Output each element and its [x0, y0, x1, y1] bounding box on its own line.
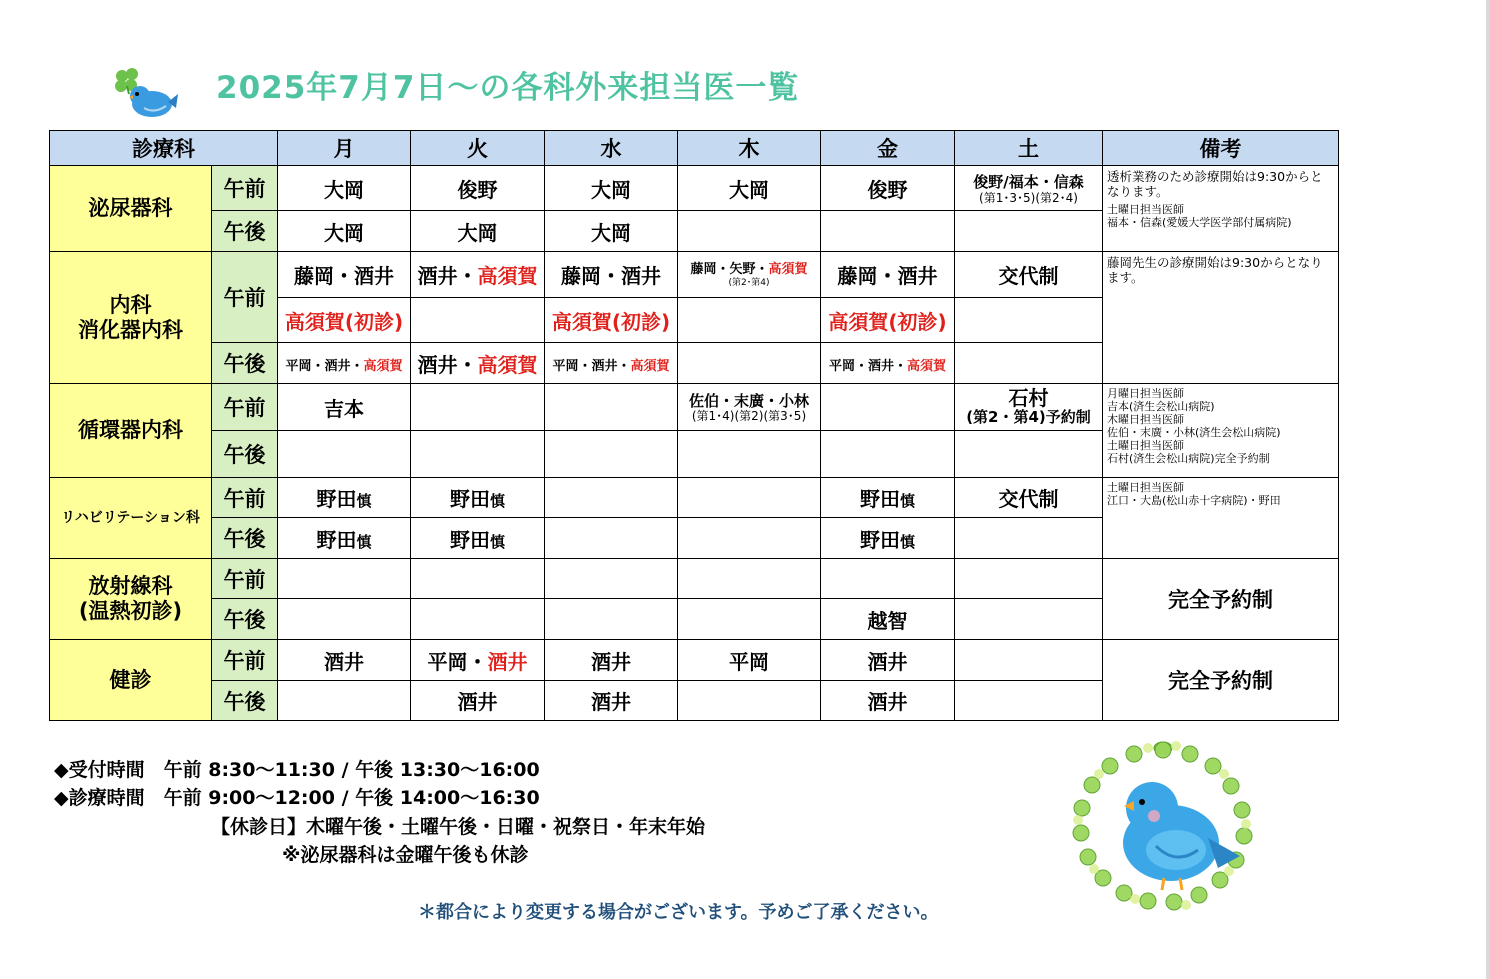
internal-am2-sat	[955, 298, 1103, 343]
internal-am-tue-a: 酒井・	[417, 264, 478, 288]
rehab-am-wed	[545, 478, 678, 518]
cardio-am-label: 午前	[212, 384, 278, 431]
header-wed: 水	[545, 131, 678, 166]
urology-pm-tue: 大岡	[411, 211, 545, 252]
urology-pm-mon: 大岡	[278, 211, 411, 252]
radiology-pm-mon	[278, 599, 411, 640]
checkup-am-label: 午前	[212, 640, 278, 681]
cardio-note-4: 土曜日担当医師	[1107, 439, 1184, 452]
rehab-pm-wed	[545, 518, 678, 559]
internal-am-thu-a: 藤岡・矢野・	[690, 262, 769, 277]
checkup-note: 完全予約制	[1103, 640, 1339, 721]
dept-radiology-name1: 放射線科	[88, 574, 173, 598]
internal-pm-fri-b: 高須賀	[907, 359, 947, 374]
dept-internal-name1: 内科	[109, 292, 152, 317]
rehab-pm-tue	[411, 518, 545, 559]
dept-internal-name2: 消化器内科	[78, 317, 183, 342]
urology-am-label: 午前	[212, 166, 278, 211]
rehab-am-mon-b: 慎	[356, 492, 372, 510]
dept-rehab: リハビリテーション科	[50, 478, 212, 559]
urology-note-sat-docs: 福本・信森(愛媛大学医学部付属病院)	[1107, 216, 1292, 229]
checkup-pm-mon	[278, 681, 411, 721]
rehab-pm-fri-a: 野田	[859, 527, 900, 552]
dept-radiology	[50, 559, 212, 640]
cardio-am-sat-doc: 石村	[1008, 386, 1049, 410]
cardio-am-thu-weeks: (第1･4)(第2)(第3･5)	[691, 408, 807, 423]
internal-am-mon: 藤岡・酒井	[278, 252, 411, 298]
urology-note-sat-label: 土曜日担当医師	[1107, 203, 1184, 216]
checkup-pm-label: 午後	[212, 681, 278, 721]
internal-note-text: 藤岡先生の診療開始は9:30からとなります。	[1107, 255, 1323, 285]
header-dept: 診療科	[50, 131, 278, 166]
header-fri: 金	[821, 131, 955, 166]
internal-pm-tue-a: 酒井・	[417, 352, 478, 377]
radiology-am-sat	[955, 559, 1103, 599]
checkup-pm-thu	[678, 681, 821, 721]
radiology-am-tue	[411, 559, 545, 599]
checkup-am-tue	[411, 640, 545, 681]
rehab-am-sat: 交代制	[955, 478, 1103, 518]
cardio-pm-fri	[821, 431, 955, 478]
internal-am2-thu	[678, 298, 821, 343]
checkup-pm-sat	[955, 681, 1103, 721]
rehab-pm-thu	[678, 518, 821, 559]
cardio-note	[1103, 384, 1339, 478]
dept-urology: 泌尿器科	[50, 166, 212, 252]
rehab-pm-tue-b: 慎	[489, 532, 505, 551]
checkup-pm-wed: 酒井	[545, 681, 678, 721]
rehab-pm-sat	[955, 518, 1103, 559]
internal-pm-label: 午後	[212, 343, 278, 384]
rehab-pm-fri	[821, 518, 955, 559]
cardio-note-1: 吉本(済生会松山病院)	[1107, 400, 1215, 413]
cardio-note-3: 佐伯・末廣・小林(済生会松山病院)	[1107, 426, 1281, 439]
internal-pm-mon-a: 平岡・酒井・	[285, 359, 364, 374]
scrollbar[interactable]	[1486, 0, 1490, 979]
radiology-am-thu	[678, 559, 821, 599]
internal-am-label: 午前	[212, 252, 278, 343]
cardio-am-thu-docs: 佐伯・末廣・小林	[688, 391, 809, 410]
internal-pm-tue	[411, 343, 545, 384]
urology-note	[1103, 166, 1339, 252]
internal-pm-wed-a: 平岡・酒井・	[552, 359, 631, 374]
rehab-am-tue-a: 野田	[449, 487, 490, 511]
checkup-am-wed: 酒井	[545, 640, 678, 681]
rehab-am-mon-a: 野田	[316, 487, 357, 511]
header-tue: 火	[411, 131, 545, 166]
internal-pm-mon-b: 高須賀	[363, 359, 403, 374]
cardio-am-sat-weeks: (第2・第4)予約制	[966, 408, 1091, 426]
header-mon: 月	[278, 131, 411, 166]
internal-am-wed: 藤岡・酒井	[545, 252, 678, 298]
cardio-am-fri	[821, 384, 955, 431]
internal-pm-thu	[678, 343, 821, 384]
checkup-am-sat	[955, 640, 1103, 681]
internal-am-tue	[411, 252, 545, 298]
urology-am-sat-docs: 俊野/福本・信森	[973, 172, 1084, 191]
rehab-pm-mon-b: 慎	[356, 532, 372, 551]
rehab-pm-fri-b: 慎	[899, 532, 915, 551]
rehab-pm-tue-a: 野田	[449, 527, 490, 552]
cardio-note-2: 木曜日担当医師	[1107, 413, 1184, 426]
rehab-note	[1103, 478, 1339, 559]
urology-am-mon: 大岡	[278, 166, 411, 211]
checkup-am-mon: 酒井	[278, 640, 411, 681]
internal-am-fri: 藤岡・酒井	[821, 252, 955, 298]
internal-am-thu	[678, 252, 821, 298]
internal-pm-fri-a: 平岡・酒井・	[828, 359, 907, 374]
checkup-am-fri: 酒井	[821, 640, 955, 681]
dept-cardio: 循環器内科	[50, 384, 212, 478]
cardio-note-5: 石村(済生会松山病院)完全予約制	[1107, 452, 1270, 465]
internal-note	[1103, 252, 1339, 384]
clover-bird-icon	[110, 64, 180, 122]
urology-am-tue: 俊野	[411, 166, 545, 211]
internal-am2-fri: 高須賀(初診)	[821, 298, 955, 343]
urology-pm-thu	[678, 211, 821, 252]
cardio-pm-thu	[678, 431, 821, 478]
rehab-am-tue	[411, 478, 545, 518]
rehab-pm-mon-a: 野田	[316, 527, 357, 552]
header-remarks: 備考	[1103, 131, 1339, 166]
internal-pm-fri	[821, 343, 955, 384]
internal-am2-wed: 高須賀(初診)	[545, 298, 678, 343]
cardio-am-thu	[678, 384, 821, 431]
rehab-am-fri	[821, 478, 955, 518]
rehab-am-mon	[278, 478, 411, 518]
reception-hours: ◆受付時間 午前 8:30～11:30 / 午後 13:30～16:00	[54, 759, 540, 781]
radiology-am-wed	[545, 559, 678, 599]
cardio-pm-tue	[411, 431, 545, 478]
rehab-note-1: 江口・大島(松山赤十字病院)・野田	[1107, 494, 1281, 507]
cardio-pm-label: 午後	[212, 431, 278, 478]
radiology-am-label: 午前	[212, 559, 278, 599]
radiology-pm-sat	[955, 599, 1103, 640]
rehab-am-tue-b: 慎	[489, 492, 505, 510]
internal-pm-sat	[955, 343, 1103, 384]
urology-pm-wed: 大岡	[545, 211, 678, 252]
header-sat: 土	[955, 131, 1103, 166]
urology-am-fri: 俊野	[821, 166, 955, 211]
internal-am2-tue	[411, 298, 545, 343]
rehab-pm-label: 午後	[212, 518, 278, 559]
cardio-am-tue	[411, 384, 545, 431]
internal-am-thu-weeks: (第2･第4)	[728, 278, 770, 288]
radiology-pm-tue	[411, 599, 545, 640]
page-title: 2025年7月7日～の各科外来担当医一覧	[216, 70, 800, 106]
urology-am-thu: 大岡	[678, 166, 821, 211]
radiology-pm-wed	[545, 599, 678, 640]
urology-note-start: 透析業務のため診療開始は9:30からとなります。	[1107, 169, 1323, 199]
urology-pm-fri	[821, 211, 955, 252]
internal-am-sat: 交代制	[955, 252, 1103, 298]
change-notice: ＊都合により変更する場合がございます。予めご了承ください。	[418, 902, 939, 923]
dept-radiology-name2: (温熱初診)	[78, 599, 183, 623]
rehab-am-label: 午前	[212, 478, 278, 518]
dept-internal	[50, 252, 212, 384]
bird-wreath-illustration	[1068, 738, 1258, 914]
cardio-am-wed	[545, 384, 678, 431]
radiology-pm-thu	[678, 599, 821, 640]
radiology-note: 完全予約制	[1103, 559, 1339, 640]
checkup-am-tue-a: 平岡・	[427, 649, 488, 674]
internal-am-thu-b: 高須賀	[768, 262, 808, 277]
urology-am-sat	[955, 166, 1103, 211]
internal-am-tue-b: 高須賀	[477, 264, 538, 288]
urology-pm-sat	[955, 211, 1103, 252]
radiology-pm-fri: 越智	[821, 599, 955, 640]
urology-closed-note: ※泌尿器科は金曜午後も休診	[282, 844, 529, 866]
cardio-pm-wed	[545, 431, 678, 478]
internal-am2-mon: 高須賀(初診)	[278, 298, 411, 343]
cardio-am-mon: 吉本	[278, 384, 411, 431]
urology-am-sat-weeks: (第1･3･5)(第2･4)	[979, 190, 1078, 205]
rehab-am-fri-a: 野田	[859, 487, 900, 511]
radiology-am-fri	[821, 559, 955, 599]
checkup-am-tue-b: 酒井	[487, 649, 528, 674]
rehab-note-0: 土曜日担当医師	[1107, 481, 1184, 494]
urology-am-wed: 大岡	[545, 166, 678, 211]
schedule-table	[49, 130, 1339, 721]
cardio-note-0: 月曜日担当医師	[1107, 387, 1184, 400]
header-thu: 木	[678, 131, 821, 166]
internal-pm-mon	[278, 343, 411, 384]
checkup-pm-fri: 酒井	[821, 681, 955, 721]
radiology-pm-label: 午後	[212, 599, 278, 640]
internal-pm-tue-b: 高須賀	[477, 352, 538, 377]
consultation-hours: ◆診療時間 午前 9:00～12:00 / 午後 14:00～16:30	[54, 787, 540, 809]
closed-days: 【休診日】木曜午後・土曜午後・日曜・祝祭日・年末年始	[211, 816, 706, 838]
internal-pm-wed-b: 高須賀	[630, 359, 670, 374]
checkup-am-thu: 平岡	[678, 640, 821, 681]
rehab-am-thu	[678, 478, 821, 518]
rehab-am-fri-b: 慎	[899, 492, 915, 510]
cardio-am-sat	[955, 384, 1103, 431]
checkup-pm-tue: 酒井	[411, 681, 545, 721]
internal-pm-wed	[545, 343, 678, 384]
cardio-pm-sat	[955, 431, 1103, 478]
rehab-pm-mon	[278, 518, 411, 559]
cardio-pm-mon	[278, 431, 411, 478]
dept-checkup: 健診	[50, 640, 212, 721]
urology-pm-label: 午後	[212, 211, 278, 252]
radiology-am-mon	[278, 559, 411, 599]
